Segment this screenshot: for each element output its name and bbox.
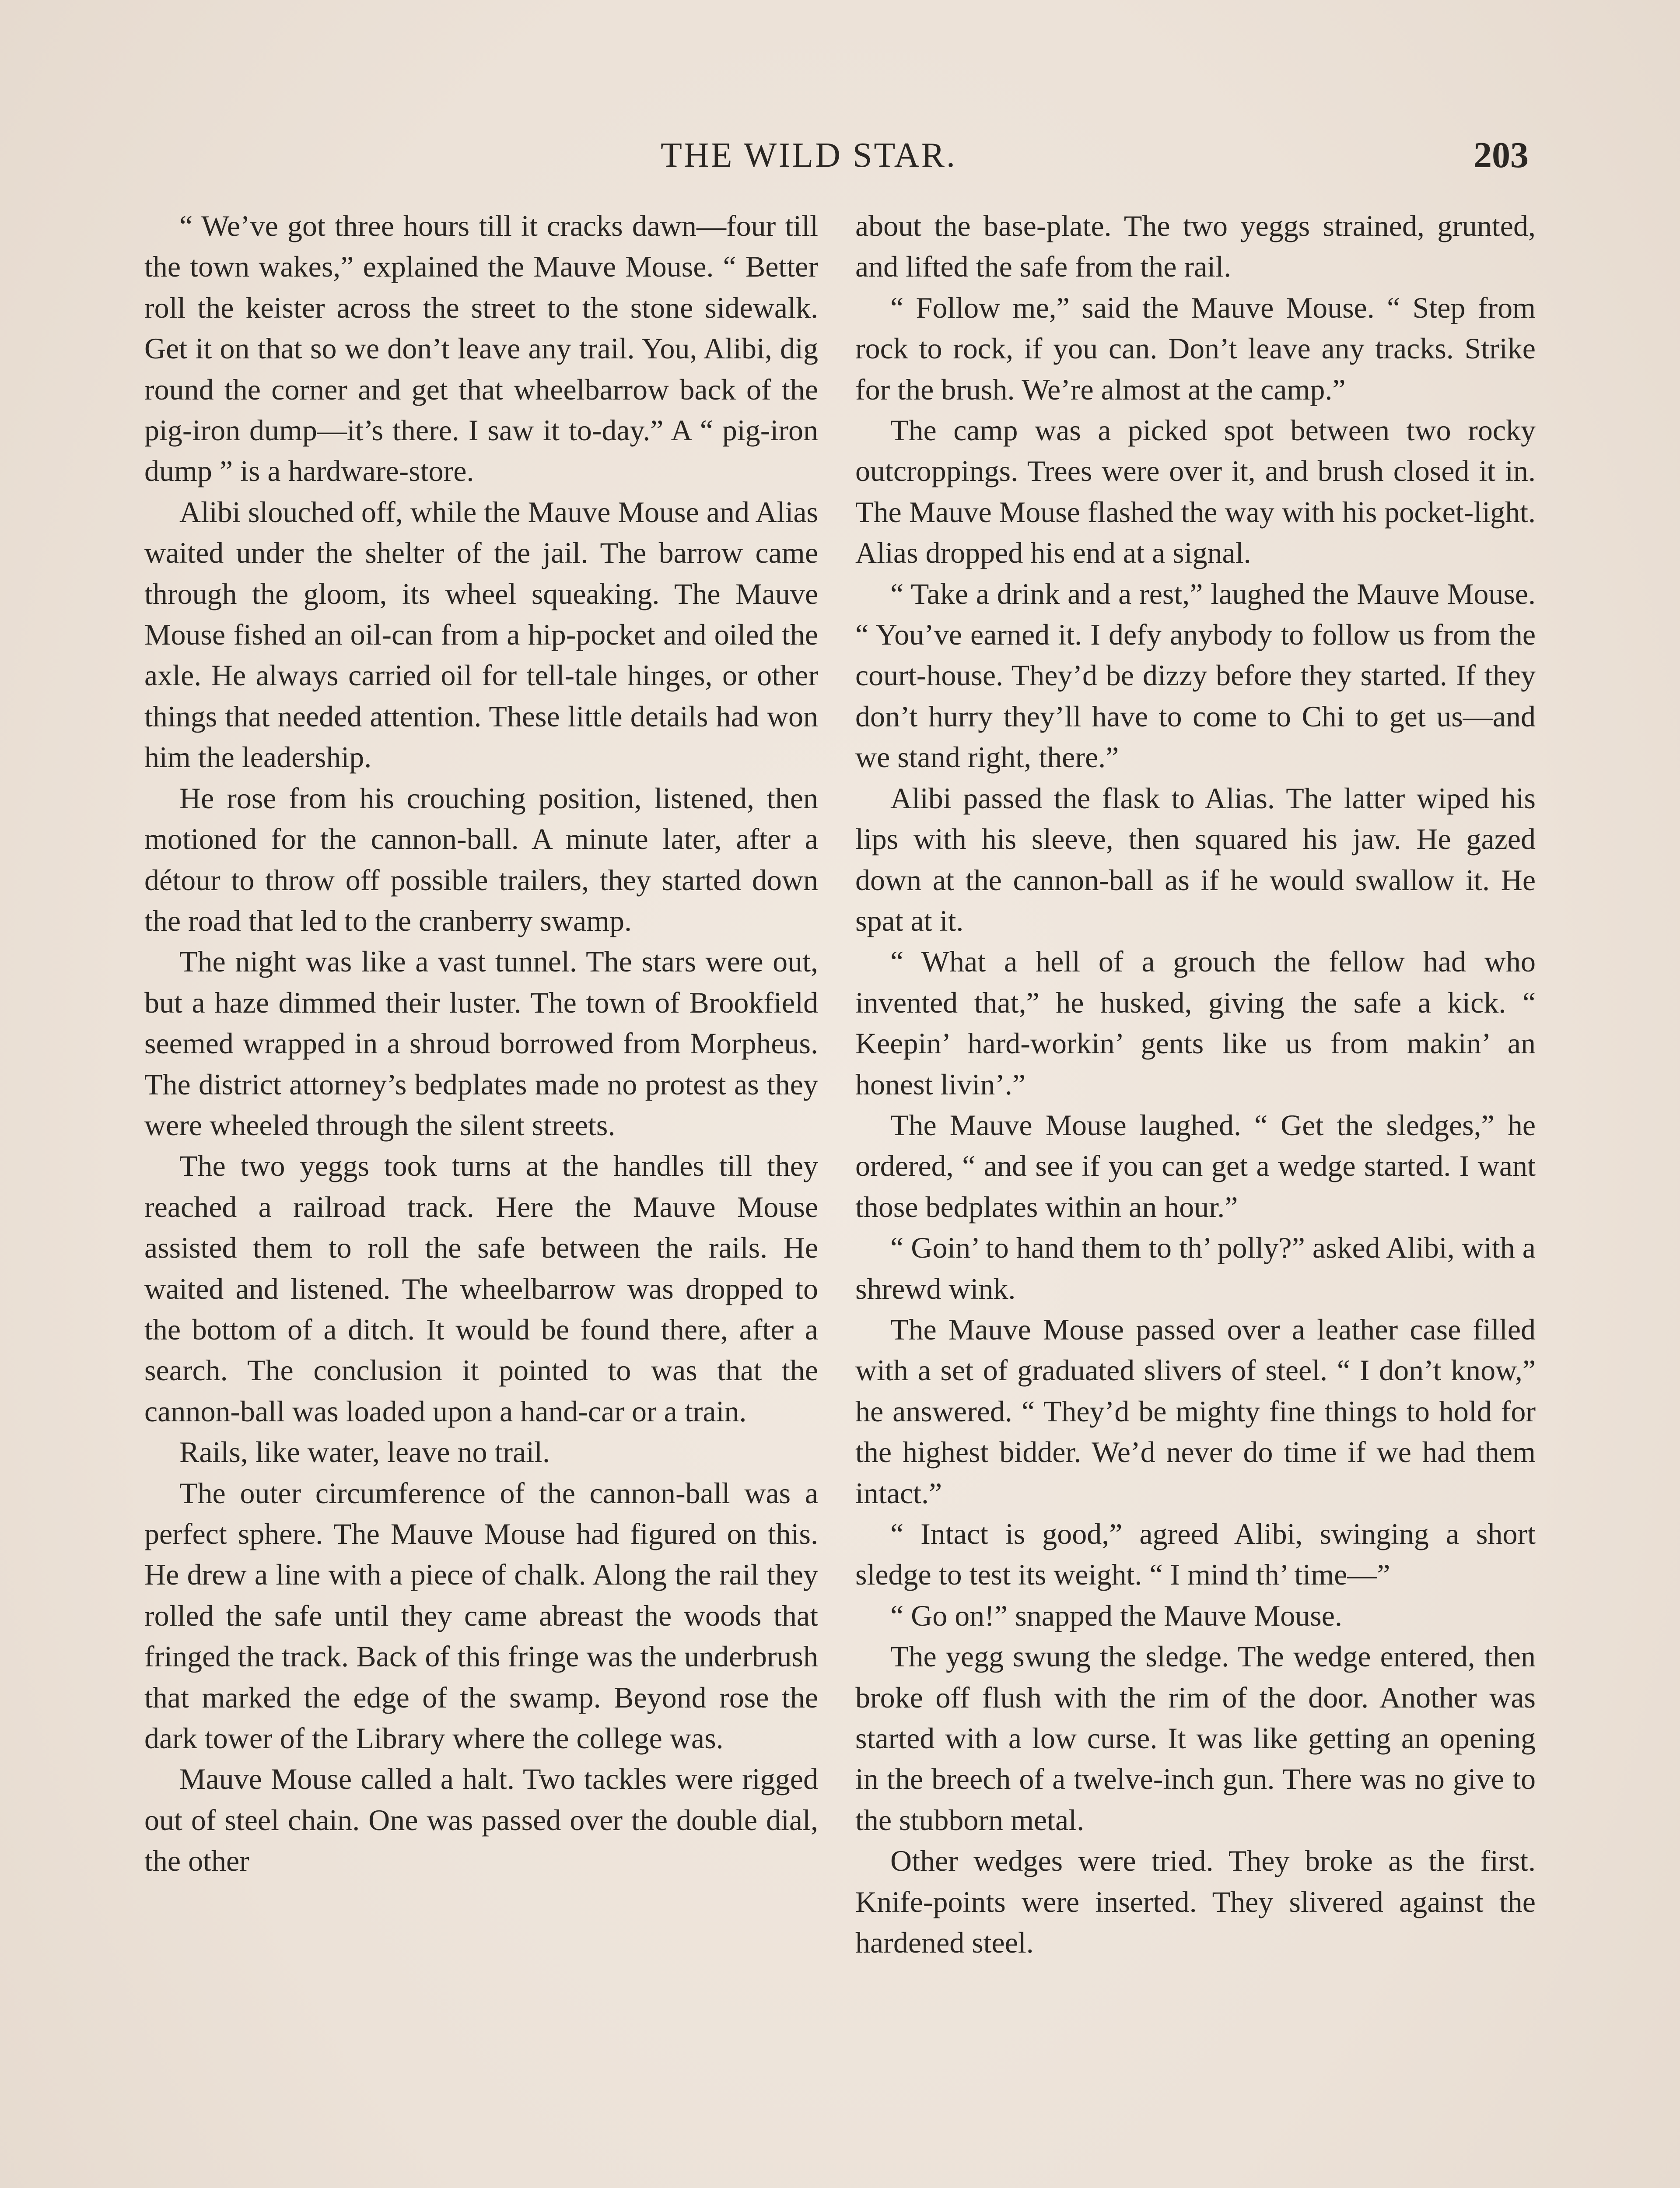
paragraph: The outer circumference of the cannon-ball was a perfect sphere. The Mauve Mouse had figured on this. He drew a line with a piece of chalk. Along the rail they rolled the safe until they came abreast the woods that fringed the track. Back of this fringe was the underbrush that marked the edge of the swamp. Beyond rose the dark tower of the Library where the college was. bbox=[144, 1476, 818, 1755]
paragraph: Other wedges were tried. They broke as the first. Knife-points were inserted. They slivered against the hardened steel. bbox=[855, 1844, 1536, 1960]
paragraph: “ Go on!” snapped the Mauve Mouse. bbox=[890, 1599, 1342, 1632]
paragraph: The Mauve Mouse passed over a leather case filled with a set of graduated slivers of steel. “ I don’t know,” he answered. “ They’d be mighty fine things to hold for the highest bidder. We’d never do time if we had them intact.” bbox=[855, 1312, 1536, 1510]
paragraph: Alibi passed the flask to Alias. The latter wiped his lips with his sleeve, then squared his jaw. He gazed down at the cannon-ball as if he would swallow it. He spat at it. bbox=[855, 781, 1536, 937]
running-title: THE WILD STAR. bbox=[661, 136, 957, 175]
paragraph: The yegg swung the sledge. The wedge entered, then broke off flush with the rim of the door. Another was started with a low curse. It was like getting an opening in the breech of a twelve-inch gun. There was no give to the stubborn metal. bbox=[855, 1640, 1536, 1837]
paragraph: Alibi slouched off, while the Mauve Mouse and Alias waited under the shelter of the jail. The barrow came through the gloom, its wheel squeaking. The Mauve Mouse fished an oil-can from a hip-pocket and oiled the axle. He always carried oil for tell-tale hinges, or other things that needed attention. These little details had won him the leadership. bbox=[144, 495, 818, 774]
paragraph: “ Take a drink and a rest,” laughed the Mauve Mouse. “ You’ve earned it. I defy anybody to follow us from the court-house. They’d be dizzy before they started. If they don’t hurry they’ll have to come to Chi to get us—and we stand right, there.” bbox=[855, 577, 1536, 774]
running-header bbox=[0, 131, 1680, 179]
paragraph: Mauve Mouse called a halt. Two tackles were rigged out of steel chain. One was passed over the double dial, the other bbox=[144, 1762, 818, 1878]
left-text-column bbox=[144, 206, 818, 1882]
right-text-column bbox=[855, 206, 1536, 1963]
paragraph-continued: about the base-plate. The two yeggs strained, grunted, and lifted the safe from the rail. bbox=[855, 209, 1536, 284]
paragraph: The Mauve Mouse laughed. “ Get the sledges,” he ordered, “ and see if you can get a wedge started. I want those bedplates within an hour.” bbox=[855, 1108, 1536, 1224]
paragraph: Rails, like water, leave no trail. bbox=[179, 1435, 550, 1469]
paragraph: “ We’ve got three hours till it cracks dawn—four till the town wakes,” explained the Mauve Mouse. “ Better roll the keister across the street to the stone sidewalk. Get it on that so we don’t leave any trail. You, Alibi, dig round the corner and get that wheelbarrow back of the pig-iron dump—it’s there. I saw it to-day.” A “ pig-iron dump ” is a hardware-store. bbox=[144, 209, 818, 488]
paragraph: “ Follow me,” said the Mauve Mouse. “ Step from rock to rock, if you can. Don’t leave any tracks. Strike for the brush. We’re almost at the camp.” bbox=[855, 291, 1536, 406]
page-number: 203 bbox=[1474, 135, 1529, 175]
paragraph: The camp was a picked spot between two rocky outcroppings. Trees were over it, and brush closed it in. The Mauve Mouse flashed the way with his pocket-light. Alias dropped his end at a signal. bbox=[855, 414, 1536, 570]
paragraph: “ Goin’ to hand them to th’ polly?” asked Alibi, with a shrewd wink. bbox=[855, 1231, 1536, 1305]
paragraph: The two yeggs took turns at the handles till they reached a railroad track. Here the Mauve Mouse assisted them to roll the safe between the rails. He waited and listened. The wheelbarrow was dropped to the bottom of a ditch. It would be found there, after a search. The conclusion it pointed to was that the cannon-ball was loaded upon a hand-car or a train. bbox=[144, 1149, 818, 1428]
paragraph: The night was like a vast tunnel. The stars were out, but a haze dimmed their luster. The town of Brookfield seemed wrapped in a shroud borrowed from Morpheus. The district attorney’s bedplates made no protest as they were wheeled through the silent streets. bbox=[144, 945, 818, 1142]
paragraph: He rose from his crouching position, listened, then motioned for the cannon-ball. A minute later, after a détour to throw off possible trailers, they started down the road that led to the cranberry swamp. bbox=[144, 781, 818, 937]
paragraph: “ What a hell of a grouch the fellow had who invented that,” he husked, giving the safe a kick. “ Keepin’ hard-workin’ gents like us from makin’ an honest livin’.” bbox=[855, 945, 1536, 1101]
paragraph: “ Intact is good,” agreed Alibi, swinging a short sledge to test its weight. “ I mind th’ time—” bbox=[855, 1517, 1536, 1592]
